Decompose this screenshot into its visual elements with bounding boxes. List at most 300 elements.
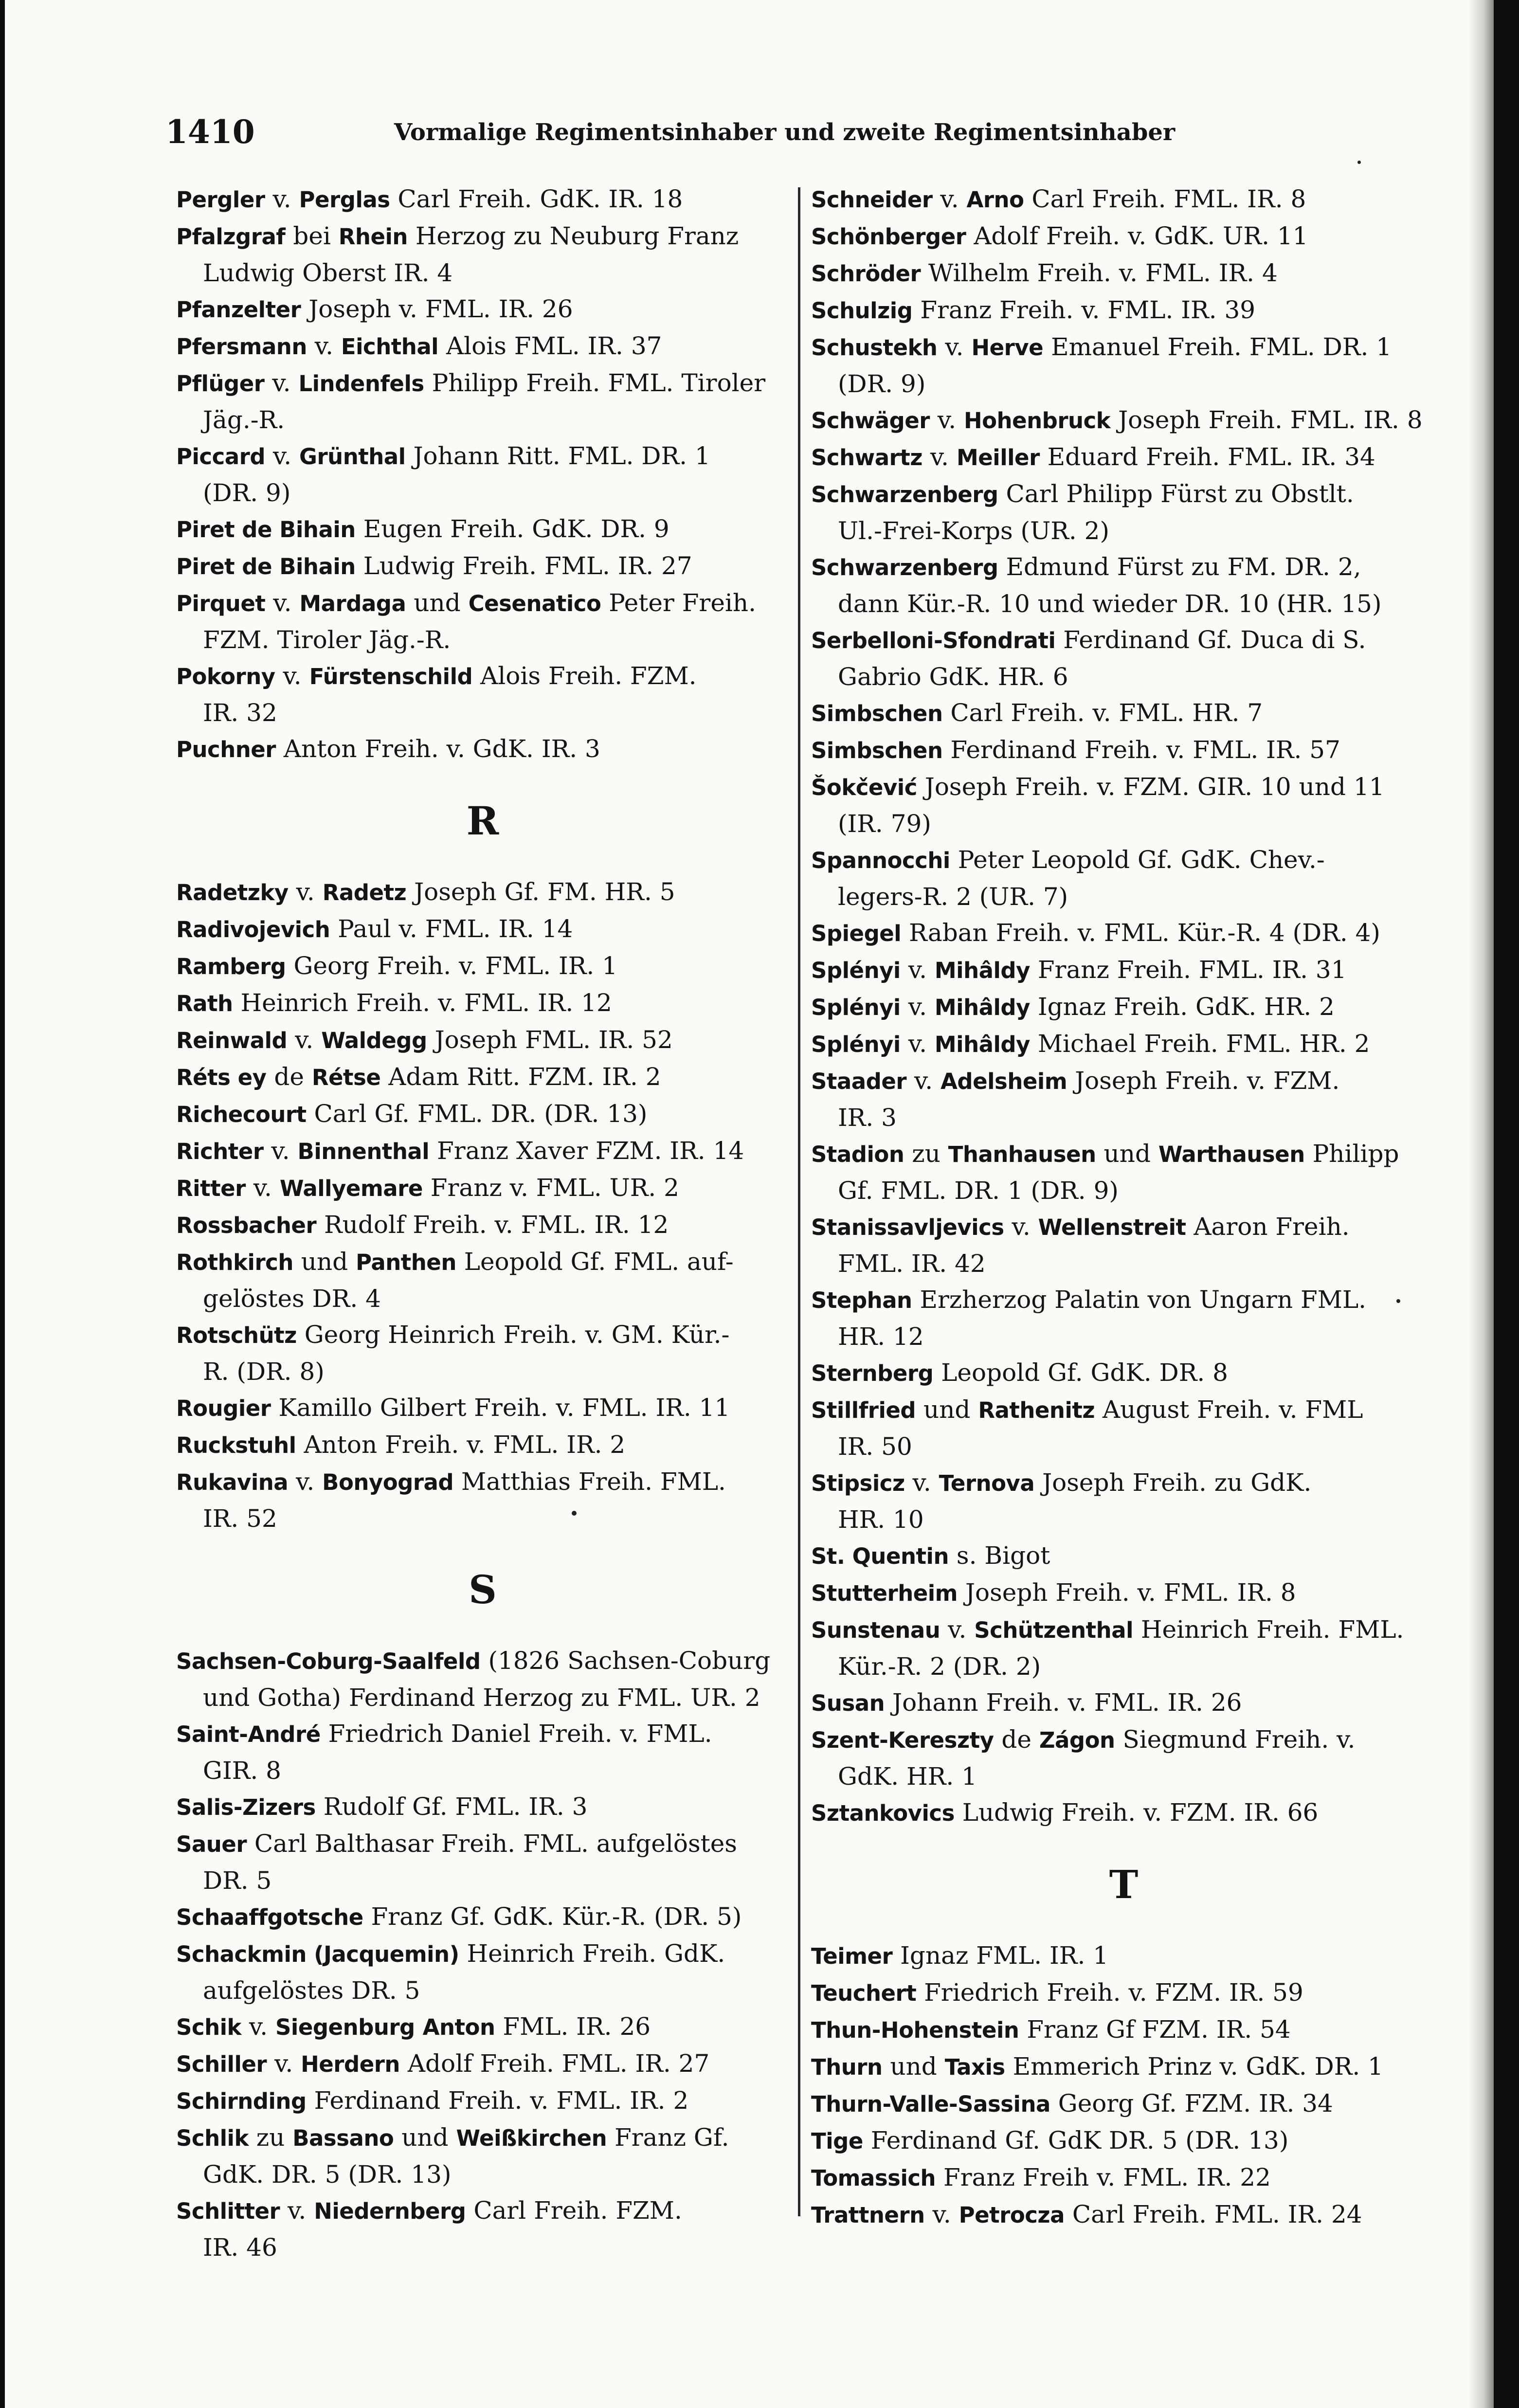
entry-text: de [266,1063,312,1091]
scan-speck [1396,1299,1400,1303]
entry-line [811,2196,1436,2233]
entry-name-text: Stillfried [811,1397,916,1423]
page-edge-shadow [1468,0,1494,2408]
entry-text: Ignaz FML. IR. 1 [892,1941,1109,1970]
entry-rath [176,985,789,1022]
entry-name-text: Teimer [811,1943,893,1969]
entry-text: Franz Gf FZM. IR. 54 [1019,2015,1291,2044]
entry-name-text: Bassano [292,2125,394,2151]
entry-name-text: Sunstenau [811,1617,940,1643]
entry-name-text: Schröder [811,261,921,287]
entry-name-text: Pergler [176,187,265,213]
entry-text: Georg Freih. v. FML. IR. 1 [286,952,618,980]
entry-name-text: Spannocchi [811,848,950,873]
entry-splenyi-michael [811,1026,1436,1063]
entry-line [176,911,789,948]
entry-line [811,1538,1436,1575]
entry-text: R. (DR. 8) [203,1358,325,1386]
entry-name-text: Piret de Bihain [176,554,356,579]
entry-name-text: Mihâldy [934,1032,1030,1057]
entry-st-quentin [811,1538,1436,1575]
entry-line [811,915,1436,952]
entry-text: FML. IR. 42 [838,1249,986,1278]
entry-name-text: Rhein [338,224,408,250]
entry-line [811,1063,1436,1100]
entry-text: Leopold Gf. FML. auf- [456,1248,734,1276]
entry-pfersmann [176,328,789,365]
entry-text: Joseph Freih. v. FML. IR. 8 [958,1578,1296,1607]
entry-stipsicz [811,1465,1436,1538]
entry-name-text: Wellenstreit [1038,1214,1186,1240]
entry-text: GdK. DR. 5 (DR. 13) [203,2160,452,2189]
entry-puchner [176,731,789,768]
entry-line [811,1684,1436,1721]
entry-text: Matthias Freih. FML. [453,1467,726,1496]
entry-text: Joseph Freih. zu GdK. [1034,1468,1312,1497]
entry-rukavina [176,1464,789,1537]
entry-line [176,1170,789,1207]
entry-name-text: Siegenburg [275,2014,415,2040]
entry-text: Michael Freih. FML. HR. 2 [1030,1030,1370,1058]
entry-text: Heinrich Freih. GdK. [459,1939,725,1968]
entry-line [176,365,789,402]
entry-text: Franz v. FML. UR. 2 [422,1174,679,1202]
entry-name-text: Anton [422,2014,495,2040]
entry-line [811,218,1436,255]
entry-name-text: Schustekh [811,335,938,361]
entry-name-text: Mihâldy [934,995,1030,1020]
entry-name-text: Pokorny [176,664,275,689]
entry-rougier [176,1390,789,1427]
entry-text: v. [922,443,957,471]
entry-name-text: Reinwald [176,1028,288,1053]
entry-line [811,1794,1436,1831]
entry-text: Alois FML. IR. 37 [438,332,662,360]
entry-name-text: Schulzig [811,298,913,324]
entry-name-text: Schlik [176,2125,249,2151]
entry-text: Carl Freih. FZM. [466,2196,682,2225]
entry-line [176,1716,789,1753]
entry-text: (1826 Sachsen-Coburg [480,1647,771,1675]
entry-name-text: Schwäger [811,408,930,434]
entry-name-text: Niedernberg [314,2198,466,2224]
entry-text: Joseph Freih. v. FZM. [1067,1067,1340,1095]
entry-text: Ludwig Freih. FML. IR. 27 [355,552,692,580]
entry-text: Joseph Freih. FML. IR. 8 [1110,406,1423,434]
entry-line [811,695,1436,732]
entry-text: v. [275,662,309,690]
scan-speck [572,1511,577,1516]
entry-line [176,731,789,768]
entry-name-text: Simbschen [811,738,943,763]
entry-schwarzenberg-carl [811,476,1436,549]
entry-text: v. [1004,1213,1038,1241]
entry-line [811,1611,1436,1648]
entry-text: aufgelöstes DR. 5 [203,1976,420,2005]
entry-name-text: Stanissavljevics [811,1214,1004,1240]
entry-line [176,2192,789,2229]
entry-text: v. [287,1026,322,1054]
entry-name-text: Stipsicz [811,1470,905,1496]
entry-name-text: Schackmin (Jacquemin) [176,1941,459,1967]
entry-text: Ferdinand Gf. GdK DR. 5 (DR. 13) [863,2126,1289,2155]
entry-line [811,1721,1436,1758]
entry-simbschen-carl [811,695,1436,732]
entry-text: Franz Freih. v. FML. IR. 39 [912,296,1256,324]
entry-text: v. [267,2049,301,2078]
entry-name-text: Zágon [1039,1727,1115,1753]
entry-text: Franz Gf. [607,2123,729,2152]
entry-piret-eugen [176,511,789,548]
entry-name-text: Pfalzgraf [176,224,286,250]
entry-name-text: Saint-André [176,1721,321,1747]
entry-text: Aaron Freih. [1186,1213,1350,1241]
entry-richecourt [176,1096,789,1133]
entry-line [176,1317,789,1354]
entry-name-text: Mihâldy [934,958,1030,983]
entry-text: Ludwig Oberst IR. 4 [203,259,453,287]
entry-pergler [176,181,789,218]
entry-text: Adolf Freih. FML. IR. 27 [399,2049,710,2078]
entry-line [176,1643,789,1680]
entry-text: Ignaz Freih. GdK. HR. 2 [1030,993,1335,1021]
entry-text: August Freih. v. FML [1095,1395,1363,1424]
entry-schaaffgotsche [176,1899,789,1936]
entry-tige [811,2122,1436,2159]
entry-name-text: Splényi [811,1032,901,1057]
entry-text: HR. 10 [838,1505,924,1534]
entry-name-text: Schneider [811,187,933,213]
section-heading-s: S [469,1567,497,1612]
entry-schneider [811,181,1436,218]
entry-name-text: Rétse [311,1065,381,1090]
entry-text: Kamillo Gilbert Freih. v. FML. IR. 11 [271,1394,730,1422]
entry-line [176,438,789,475]
entry-text: Kür.-R. 2 (DR. 2) [838,1652,1041,1681]
entry-text: Ul.-Frei-Korps (UR. 2) [838,517,1109,545]
entry-text: Leopold Gf. GdK. DR. 8 [933,1358,1228,1387]
entry-text: (DR. 9) [838,370,926,398]
entry-line [176,328,789,365]
entry-ramberg [176,948,789,985]
entry-name-text: Ternova [939,1470,1035,1496]
entry-text: Anton Freih. v. GdK. IR. 3 [275,735,600,763]
entry-name-text: Bonyograd [322,1469,454,1495]
entry-sztankovics [811,1794,1436,1831]
entry-text: und [406,589,469,617]
entry-text: Philipp Freih. FML. Tiroler [424,369,766,397]
entry-piret-ludwig [176,548,789,585]
entry-line [176,1789,789,1826]
entry-line [176,585,789,622]
entry-line [176,548,789,585]
entry-text: v. [265,442,300,470]
entry-text: Eduard Freih. FML. IR. 34 [1039,443,1375,471]
entry-text: und [916,1395,978,1424]
entry-text: Friedrich Daniel Freih. v. FML. [320,1720,712,1748]
entry-text: IR. 46 [203,2233,277,2262]
entry-name-text: Pfersmann [176,334,307,360]
entry-name-text: Schönberger [811,224,966,250]
entry-name-text: Warthausen [1158,1141,1305,1167]
entry-text: v. [929,406,964,434]
entry-text: und [293,1248,356,1276]
entry-line [811,402,1436,439]
entry-piccard [176,438,789,511]
entry-pirquet [176,585,789,658]
entry-text [415,2012,423,2041]
entry-name-text: Sztankovics [811,1800,955,1826]
entry-line [811,1209,1436,1246]
entry-text: Georg Gf. FZM. IR. 34 [1050,2089,1333,2118]
entry-line [811,476,1436,513]
entry-text: Franz Gf. GdK. Kür.-R. (DR. 5) [363,1902,742,1931]
entry-text: und [1096,1140,1158,1168]
entry-line [811,2159,1436,2196]
entry-schulzig [811,292,1436,329]
entry-name-text: Hohenbruck [963,408,1111,434]
entry-name-text: Stadion [811,1141,904,1167]
entry-name-text: Puchner [176,737,276,762]
entry-text: Alois Freih. FZM. [472,662,697,690]
entry-name-text: Pflüger [176,371,265,397]
entry-name-text: Herdern [301,2051,400,2077]
entry-susan [811,1684,1436,1721]
entry-line [176,218,789,255]
entry-name-text: Tomassich [811,2165,936,2191]
entry-name-text: Thurn-Valle-Sassina [811,2091,1050,2117]
entry-stadion [811,1136,1436,1209]
entry-name-text: Sachsen-Coburg-Saalfeld [176,1648,481,1674]
entry-name-text: Pfanzelter [176,297,301,323]
entry-text: HR. 12 [838,1322,924,1351]
entry-richter [176,1133,789,1170]
entry-schoenberger [811,218,1436,255]
entry-text: Siegmund Freih. v. [1115,1725,1356,1754]
entry-serbelloni [811,622,1436,695]
entry-rothkirch [176,1244,789,1317]
entry-text: v. [288,878,323,906]
entry-pokorny [176,658,789,731]
entry-rossbacher [176,1207,789,1244]
entry-name-text: Tige [811,2128,863,2154]
entry-stutterheim [811,1575,1436,1611]
entry-name-text: Schwartz [811,445,922,471]
entry-reinwald [176,1022,789,1059]
entry-name-text: Fürstenschild [309,664,473,689]
entry-ritter [176,1170,789,1207]
entry-name-text: St. Quentin [811,1543,949,1569]
entry-text: s. Bigot [949,1541,1050,1570]
entry-text: DR. 5 [203,1866,272,1895]
entry-name-text: Szent-Kereszty [811,1727,994,1753]
entry-line [811,1026,1436,1063]
entry-text: FML. IR. 26 [495,2012,651,2041]
entry-name-text: Teuchert [811,1980,917,2006]
entry-sachsen-coburg [176,1643,789,1716]
entry-line [176,181,789,218]
entry-name-text: Splényi [811,995,901,1020]
entry-text: Heinrich Freih. v. FML. IR. 12 [233,989,612,1017]
entry-text: Carl Freih. FML. IR. 24 [1064,2200,1362,2228]
entry-text: Peter Freih. [601,589,757,617]
entry-line [176,1427,789,1464]
entry-line [176,1059,789,1096]
entry-pfalzgraf [176,218,789,291]
entry-line [811,769,1436,806]
entry-line [176,1207,789,1244]
entry-text: Joseph Freih. v. FZM. GIR. 10 und 11 [917,773,1385,801]
entry-line [811,1355,1436,1392]
entry-line [176,1022,789,1059]
left-column [176,181,789,2265]
entry-text: und [882,2052,945,2081]
entry-text: (IR. 79) [838,810,931,838]
entry-name-text: Thurn [811,2054,883,2080]
entry-radetzky [176,874,789,911]
entry-schustekh [811,329,1436,402]
entry-text: Joseph Gf. FM. HR. 5 [406,878,675,906]
entry-name-text: Rotschütz [176,1322,297,1348]
entry-name-text: Šokčević [811,775,917,800]
entry-schirnding [176,2082,789,2119]
entry-schwartz [811,439,1436,476]
entry-name-text: Pirquet [176,591,266,616]
entry-text: v. [937,333,972,361]
entry-line [176,985,789,1022]
entry-line [811,952,1436,989]
entry-text: und Gotha) Ferdinand Herzog zu FML. UR. 2 [203,1684,760,1712]
entry-text: Peter Leopold Gf. GdK. Chev.- [950,846,1325,874]
entry-text: Philipp [1304,1140,1399,1168]
entry-pfanzelter [176,291,789,328]
entry-simbschen-ferdinand [811,732,1436,769]
entry-sternberg [811,1355,1436,1392]
entry-thun-hohenstein [811,2011,1436,2048]
entry-name-text: Rossbacher [176,1213,317,1238]
entry-text: Raban Freih. v. FML. Kür.-R. 4 (DR. 4) [901,919,1380,947]
entry-name-text: Herve [971,335,1044,361]
entry-line [176,511,789,548]
entry-text: Carl Freih. v. FML. HR. 7 [942,699,1263,727]
entry-name-text: Salis-Zizers [176,1794,316,1820]
entry-name-text: Schwarzenberg [811,482,998,507]
entry-line [176,2009,789,2046]
entry-text: IR. 52 [203,1504,277,1533]
entry-text: GIR. 8 [203,1756,281,1785]
entry-text: zu [248,2123,293,2152]
entry-text: v. [307,332,341,360]
entry-name-text: Sternberg [811,1360,934,1386]
entry-text: v. [264,369,299,397]
entry-pflueger [176,365,789,438]
entry-spiegel [811,915,1436,952]
entry-name-text: Mardaga [299,591,406,616]
entry-line [176,1244,789,1281]
entry-line [176,2119,789,2156]
entry-text: v. [265,589,300,617]
entry-thurn-taxis [811,2048,1436,2085]
entry-line [176,1899,789,1936]
entry-line [811,255,1436,292]
entry-tomassich [811,2159,1436,2196]
entry-name-text: Schützenthal [974,1617,1134,1643]
entry-name-text: Schwarzenberg [811,555,998,580]
entry-line [811,989,1436,1026]
entry-name-text: Thanhausen [948,1141,1096,1167]
entry-line [811,2011,1436,2048]
entry-line [811,2048,1436,2085]
entry-text: Franz Freih. FML. IR. 31 [1030,956,1347,984]
entry-line [811,842,1436,879]
entry-name-text: Schaaffgotsche [176,1904,363,1930]
entry-line [176,948,789,985]
entry-text: Ferdinand Freih. v. FML. IR. 2 [306,2086,689,2115]
section-heading-r: R [466,798,499,844]
entry-name-text: Piccard [176,444,266,470]
entry-name-text: Petrocza [958,2202,1065,2228]
entry-name-text: Taxis [944,2054,1005,2080]
entry-text: Carl Balthasar Freih. FML. aufgelöstes [247,1829,737,1858]
entry-text: IR. 50 [838,1432,912,1461]
entry-text: Ludwig Freih. v. FZM. IR. 66 [954,1798,1319,1827]
entry-szent-kereszty [811,1721,1436,1794]
entry-text: v. [904,1468,939,1497]
entry-text: IR. 3 [838,1104,897,1132]
entry-text: Rudolf Freih. v. FML. IR. 12 [316,1211,669,1239]
entry-line [811,622,1436,659]
entry-rotschuetz [176,1317,789,1390]
page-header [165,113,1197,157]
entry-retsey [176,1059,789,1096]
entry-teuchert [811,1974,1436,2011]
entry-thurn-valle-sassina [811,2085,1436,2122]
entry-text: Joseph v. FML. IR. 26 [301,295,573,323]
entry-text: FZM. Tiroler Jäg.-R. [203,626,451,654]
entry-text: Carl Freih. GdK. IR. 18 [390,185,683,213]
entry-radivojevich [176,911,789,948]
entry-name-text: Ruckstuhl [176,1432,296,1458]
entry-line [176,1390,789,1427]
entry-name-text: Schik [176,2014,241,2040]
entry-line [176,1464,789,1501]
entry-name-text: Lindenfels [298,371,424,397]
entry-text: Adolf Freih. v. GdK. UR. 11 [966,222,1308,250]
entry-text: Johann Freih. v. FML. IR. 26 [885,1688,1242,1717]
entry-staader [811,1063,1436,1136]
entry-teimer [811,1937,1436,1974]
running-title: Vormalige Regimentsinhaber und zweite Regimentsinhaber [394,119,1175,146]
entry-text: v. [900,1030,935,1058]
entry-text: v. [288,1467,323,1496]
entry-name-text: Schirnding [176,2088,307,2114]
entry-text: legers-R. 2 (UR. 7) [838,883,1068,911]
entry-name-text: Richecourt [176,1102,307,1127]
entry-name-text: Rougier [176,1395,271,1421]
entry-schroeder [811,255,1436,292]
entry-text: v. [924,2200,959,2228]
entry-splenyi-franz [811,952,1436,989]
entry-schwarzenberg-edmund [811,549,1436,622]
entry-text: Gabrio GdK. HR. 6 [838,663,1068,691]
entry-salis-zizers [176,1789,789,1826]
entry-text: Joseph FML. IR. 52 [427,1026,673,1054]
entry-spannocchi [811,842,1436,915]
entry-name-text: Radetzky [176,880,289,905]
entry-text: v. [265,185,299,213]
entry-name-text: Staader [811,1068,907,1094]
entry-schlitter [176,2192,789,2265]
